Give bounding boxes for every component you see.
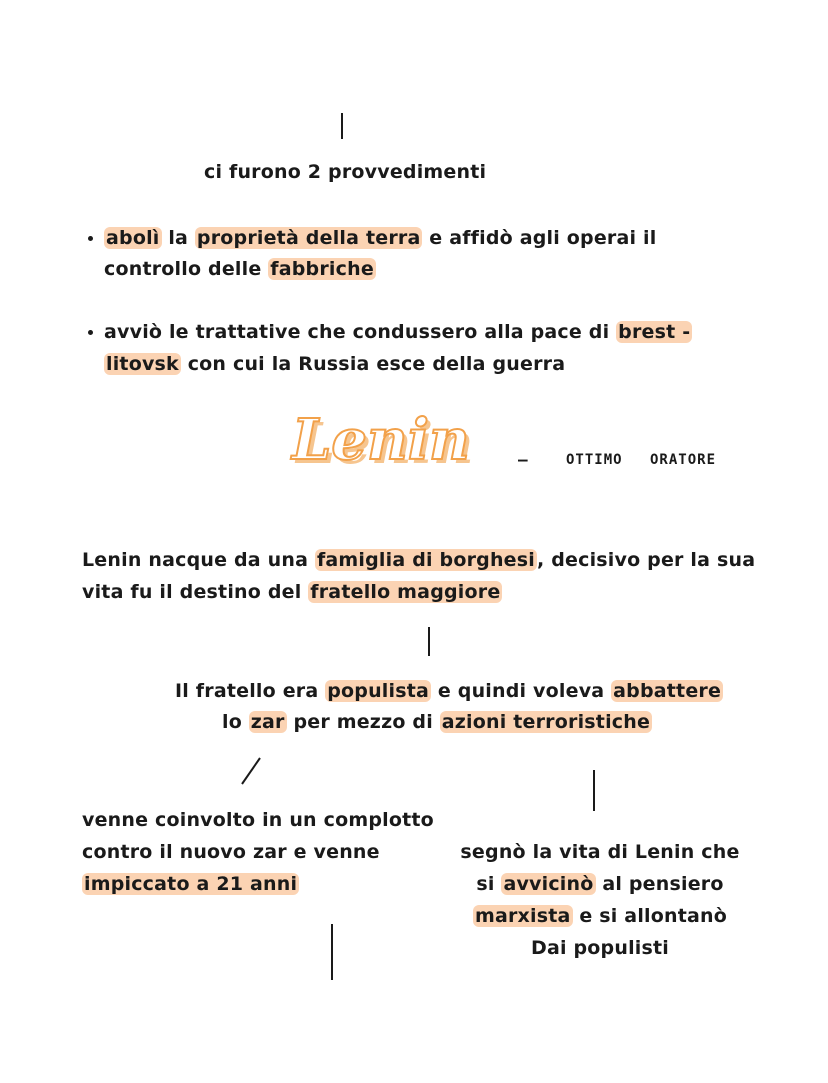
highlight: abbattere [613, 680, 722, 702]
right-branch-line-3 [455, 900, 745, 932]
text: controllo delle [104, 258, 269, 280]
title-note-dash: — [518, 450, 529, 469]
text: e affidò agli operai il [422, 227, 657, 249]
right-branch-line-1: segnò la vita di Lenin che [460, 841, 740, 863]
highlight: famiglia di borghesi [316, 549, 535, 571]
bullet-dot-1 [88, 236, 93, 241]
text: e quindi voleva [431, 680, 612, 702]
bullet-dot-2 [88, 330, 93, 335]
highlight: avvicinò [503, 873, 594, 895]
text: , decisivo per la sua [536, 549, 756, 571]
bullet-1-line-1 [104, 222, 656, 254]
brother-line-2 [222, 706, 652, 738]
paragraph-line-2 [82, 576, 502, 608]
highlight: populista [327, 680, 430, 702]
text: Lenin nacque da una [82, 549, 315, 571]
highlight: proprietà della terra [196, 227, 421, 249]
text: e si allontanò [572, 905, 728, 927]
bullet-1-line-2 [104, 253, 376, 285]
bullet-2-line-2 [104, 348, 565, 380]
highlight: abolì [106, 227, 160, 249]
text: la [161, 227, 195, 249]
highlight: fratello maggiore [310, 581, 501, 603]
highlight: fabbriche [270, 258, 374, 280]
left-branch-line-3 [82, 868, 299, 900]
highlight: marxista [474, 905, 571, 927]
paragraph-line-1 [82, 544, 755, 576]
left-branch-line-1: venne coinvolto in un complotto [82, 809, 434, 831]
title-lenin: Lenin [292, 407, 470, 473]
connector-line-middle [428, 627, 430, 656]
highlight: brest - [618, 321, 691, 343]
highlight: impiccato a 21 anni [84, 873, 298, 895]
title-note: OTTIMO ORATORE [566, 452, 717, 468]
right-branch-line-4: Dai populisti [530, 937, 670, 959]
bullet-2-line-1 [104, 316, 692, 348]
text: Il fratello era [175, 680, 326, 702]
intro-text: ci furono 2 provvedimenti [204, 161, 487, 183]
highlight: azioni terroristiche [441, 711, 651, 733]
brother-line-1 [175, 675, 723, 707]
connector-line-right [593, 770, 595, 811]
text: vita fu il destino del [82, 581, 309, 603]
text: per mezzo di [286, 711, 440, 733]
text: avviò le trattative che condussero alla pace di [104, 321, 617, 343]
highlight: zar [250, 711, 285, 733]
text: con cui la Russia esce della guerra [180, 353, 566, 375]
left-branch-line-2: contro il nuovo zar e venne [82, 841, 380, 863]
text: si [476, 873, 502, 895]
connector-diagonal-left [236, 756, 266, 788]
connector-line-top [341, 113, 343, 139]
right-branch-line-2 [455, 868, 745, 900]
connector-line-bottom [331, 924, 333, 980]
text: lo [222, 711, 249, 733]
highlight: litovsk [106, 353, 179, 375]
text: al pensiero [595, 873, 724, 895]
